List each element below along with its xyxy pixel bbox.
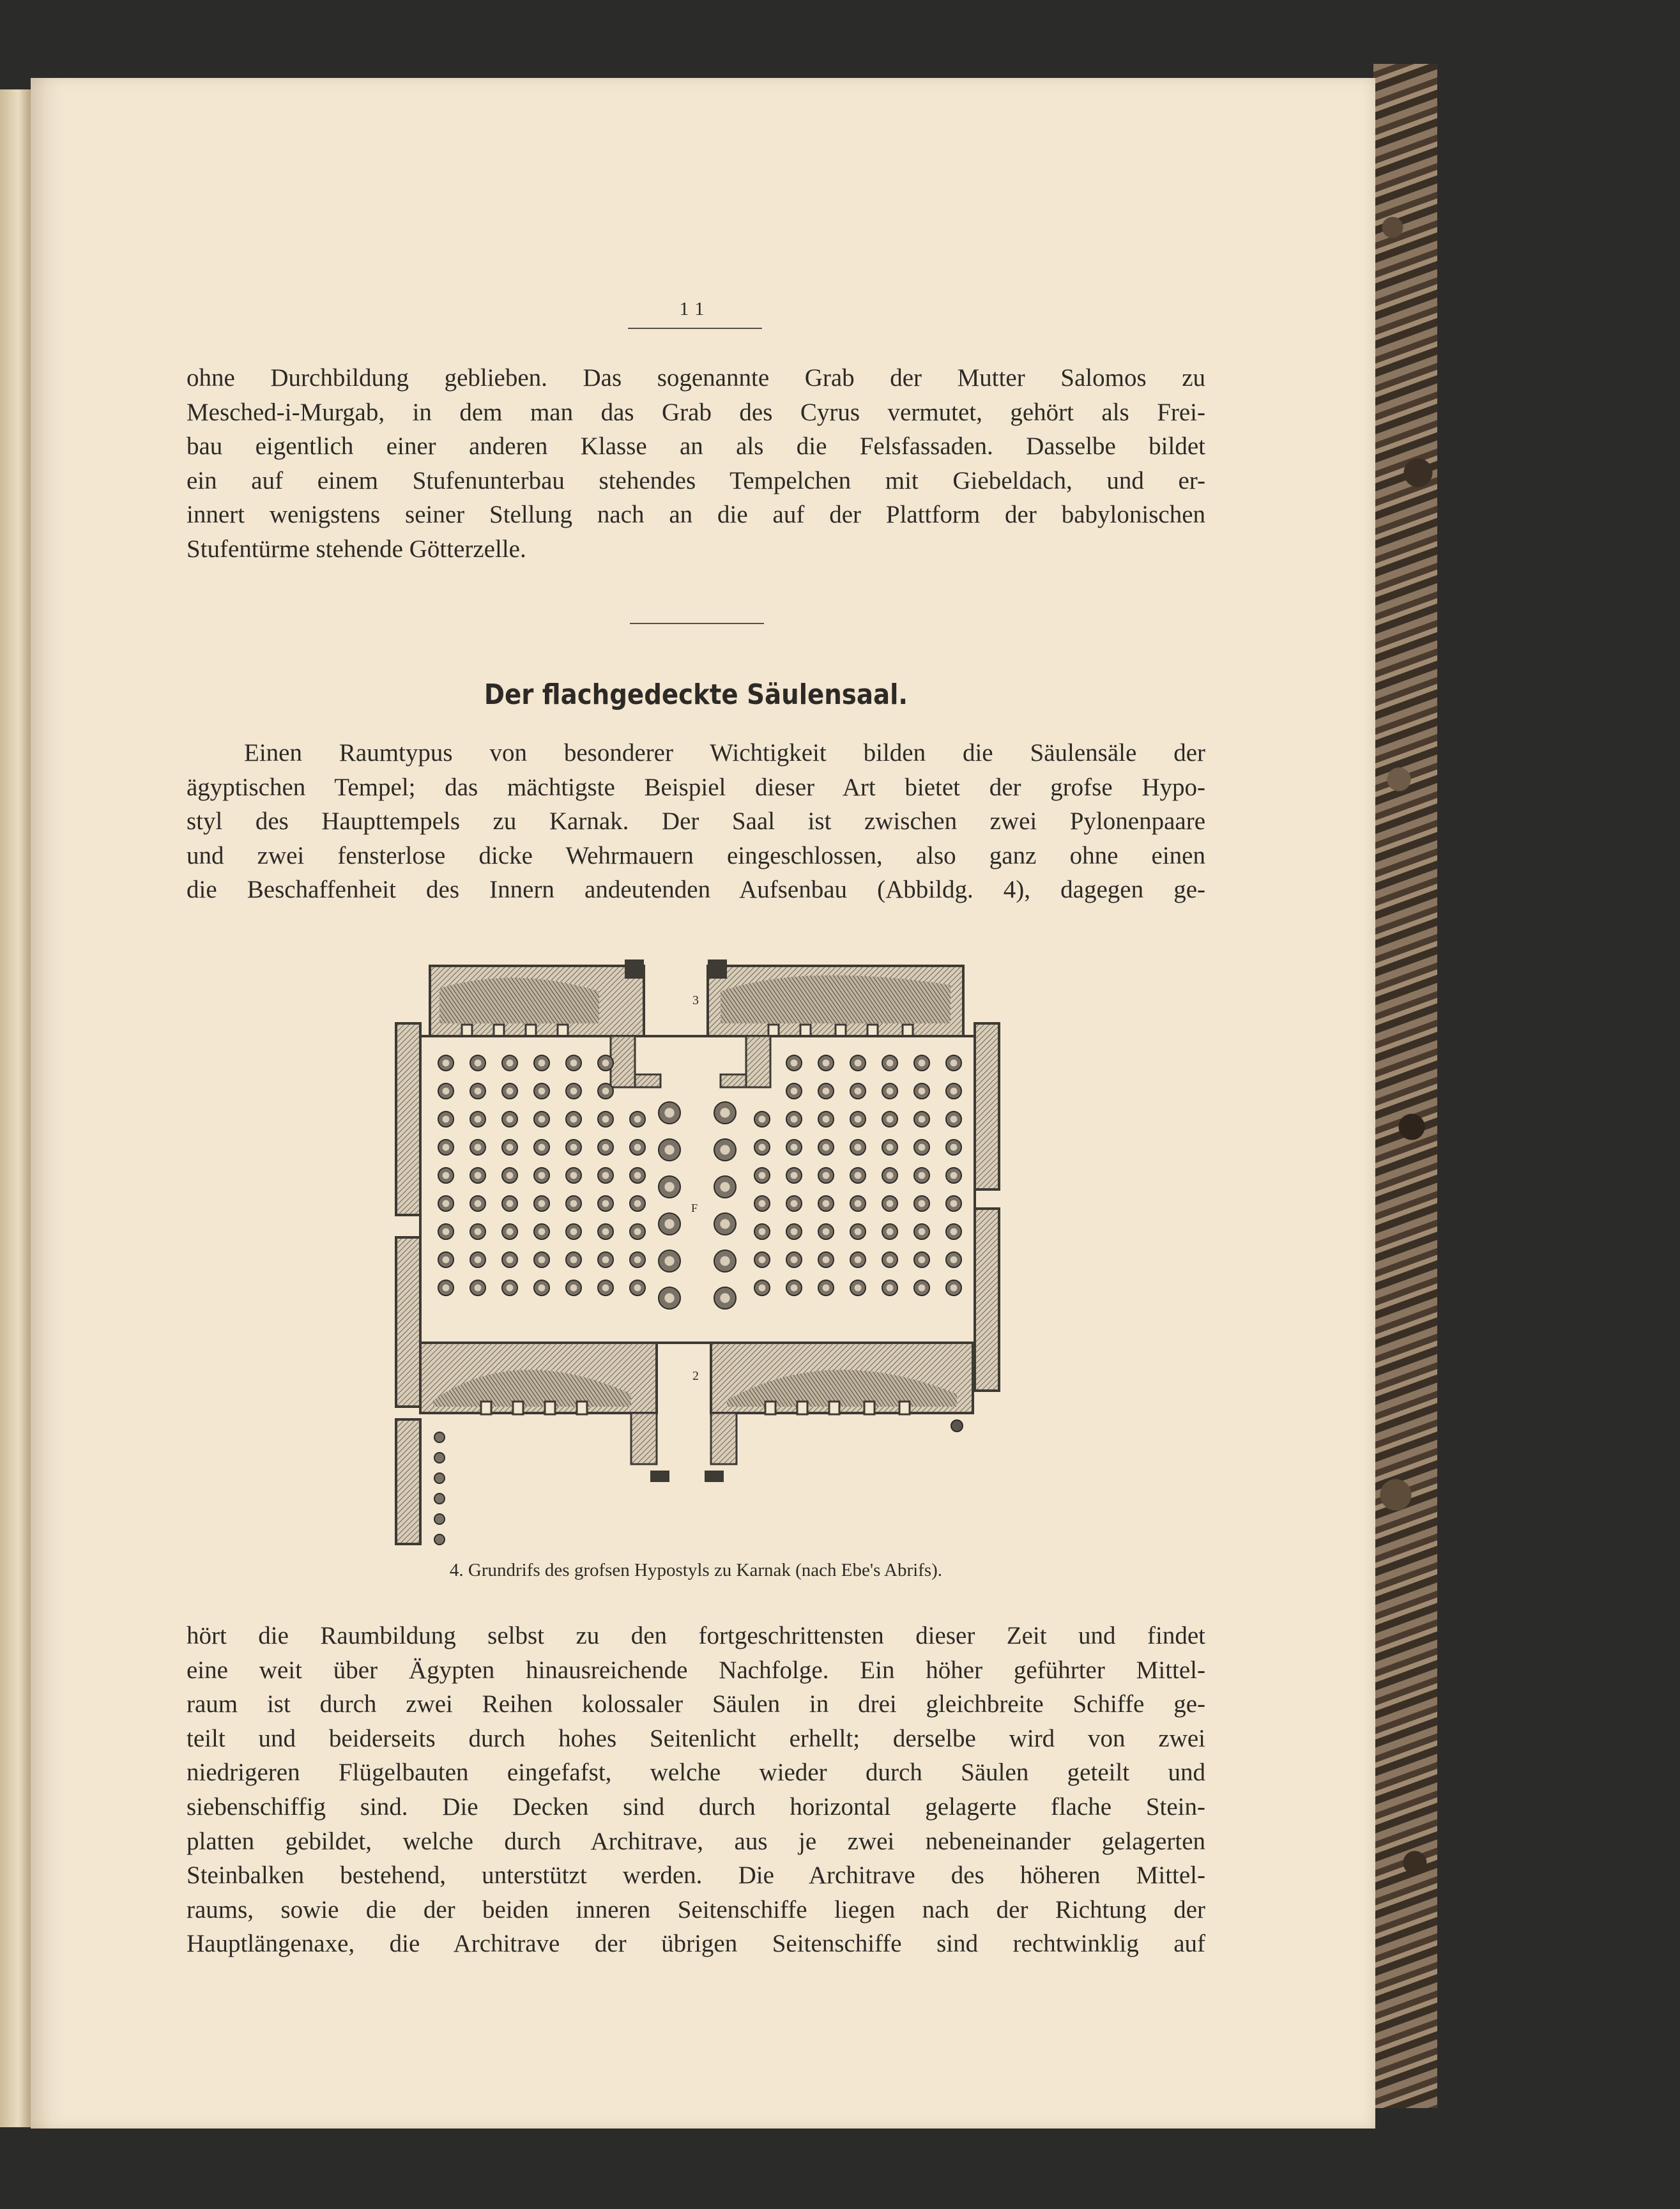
column-core xyxy=(507,1060,514,1067)
column-core xyxy=(823,1257,830,1264)
column-core xyxy=(443,1060,450,1067)
column-core xyxy=(634,1116,641,1123)
column-core xyxy=(855,1144,862,1151)
column-core xyxy=(823,1060,830,1067)
great-column-core xyxy=(720,1182,729,1191)
column-core xyxy=(951,1285,958,1292)
column-core xyxy=(951,1257,958,1264)
column-core xyxy=(507,1116,514,1123)
pylon-bottom-right xyxy=(705,1343,973,1482)
pylon-top-right xyxy=(708,959,963,1037)
column-core xyxy=(759,1116,766,1123)
text-line: eine weit über Ägypten hinausreichende Nachfolge. Ein höher geführter Mittel- xyxy=(187,1656,1205,1684)
column-core xyxy=(634,1228,641,1235)
column-core xyxy=(951,1088,958,1095)
floor-plan-figure xyxy=(388,953,1021,1547)
column-core xyxy=(759,1285,766,1292)
column-core xyxy=(951,1144,958,1151)
column-core xyxy=(602,1200,609,1207)
column-core xyxy=(570,1200,577,1207)
column-core xyxy=(475,1285,482,1292)
column-core xyxy=(538,1088,546,1095)
column-core xyxy=(443,1116,450,1123)
column-core xyxy=(443,1200,450,1207)
text-line: raum ist durch zwei Reihen kolossaler Säulen in drei gleichbreite Schiffe ge- xyxy=(187,1690,1205,1718)
column-core xyxy=(634,1285,641,1292)
column-core xyxy=(507,1088,514,1095)
column-core xyxy=(855,1228,862,1235)
column-core xyxy=(951,1060,958,1067)
column-core xyxy=(570,1144,577,1151)
label-F: F xyxy=(691,1202,698,1214)
column-core xyxy=(475,1257,482,1264)
column-core xyxy=(443,1088,450,1095)
column-core xyxy=(475,1116,482,1123)
great-column-core xyxy=(664,1182,674,1191)
column-core xyxy=(759,1200,766,1207)
column-core xyxy=(823,1200,830,1207)
column-core xyxy=(919,1285,926,1292)
column-core xyxy=(507,1200,514,1207)
text-line: Mesched-i-Murgab, in dem man das Grab des Cyrus vermutet, gehört als Frei- xyxy=(187,398,1205,426)
great-column-core xyxy=(664,1293,674,1303)
column-core xyxy=(919,1200,926,1207)
column-core xyxy=(855,1200,862,1207)
column-core xyxy=(443,1285,450,1292)
text-line: Steinbalken bestehend, unterstützt werden. Die Architrave des höheren Mittel- xyxy=(187,1861,1205,1890)
hall-outline xyxy=(420,1036,975,1343)
great-column-core xyxy=(720,1293,729,1303)
column-core xyxy=(634,1144,641,1151)
column-core xyxy=(443,1144,450,1151)
column-core xyxy=(538,1116,546,1123)
column-core xyxy=(919,1088,926,1095)
column-core xyxy=(919,1144,926,1151)
column-core xyxy=(475,1144,482,1151)
column-core xyxy=(538,1200,546,1207)
column-core xyxy=(634,1172,641,1179)
column-core xyxy=(759,1172,766,1179)
pylon-bottom-left xyxy=(420,1343,669,1482)
text-line: styl des Haupttempels zu Karnak. Der Saal ist zwischen zwei Pylonenpaare xyxy=(187,807,1205,836)
column-core xyxy=(823,1285,830,1292)
column-core xyxy=(602,1144,609,1151)
text-line: und zwei fensterlose dicke Wehrmauern eingeschlossen, also ganz ohne einen xyxy=(187,841,1205,869)
text-line: niedrigeren Flügelbauten eingefafst, welche wieder durch Säulen geteilt und xyxy=(187,1759,1205,1787)
column-core xyxy=(855,1285,862,1292)
text-line: Stufentürme stehende Götterzelle. xyxy=(187,535,526,563)
column-core xyxy=(475,1088,482,1095)
column-core xyxy=(475,1172,482,1179)
column-core xyxy=(507,1257,514,1264)
column-core xyxy=(759,1144,766,1151)
text-line: platten gebildet, welche durch Architrave, aus je zwei nebeneinander gelagerten xyxy=(187,1827,1205,1855)
text-line: siebenschiffig sind. Die Decken sind durch horizontal gelagerte flache Stein- xyxy=(187,1792,1205,1821)
column-core xyxy=(759,1228,766,1235)
column-core xyxy=(759,1257,766,1264)
section-separator xyxy=(630,623,764,624)
column-core xyxy=(602,1060,609,1067)
column-core xyxy=(602,1172,609,1179)
column-core xyxy=(823,1088,830,1095)
column-core xyxy=(538,1257,546,1264)
paragraph-1 xyxy=(187,361,1205,567)
great-column-core xyxy=(664,1219,674,1228)
column-core xyxy=(634,1257,641,1264)
page xyxy=(31,78,1375,2129)
column-core xyxy=(919,1257,926,1264)
lower-left-colonnade xyxy=(396,1419,445,1545)
column-core xyxy=(951,1172,958,1179)
previous-page-edge xyxy=(0,89,31,2127)
column-core xyxy=(951,1200,958,1207)
marbled-book-edge xyxy=(1373,64,1437,2108)
column-core xyxy=(475,1200,482,1207)
text-line: teilt und beiderseits durch hohes Seitenlicht erhellt; derselbe wird von zwei xyxy=(187,1724,1205,1752)
column-core xyxy=(570,1088,577,1095)
column-core xyxy=(951,1228,958,1235)
column-core xyxy=(570,1285,577,1292)
column-core xyxy=(475,1060,482,1067)
column-core xyxy=(823,1172,830,1179)
column-core xyxy=(823,1144,830,1151)
column-core xyxy=(791,1285,798,1292)
column-core xyxy=(887,1285,894,1292)
figure-caption: 4. Grundrifs des grofsen Hypostyls zu Karnak (nach Ebe's Abrifs). xyxy=(449,1560,943,1580)
great-column-core xyxy=(664,1108,674,1117)
column-core xyxy=(919,1060,926,1067)
column-core xyxy=(507,1228,514,1235)
great-column-core xyxy=(720,1145,729,1154)
column-core xyxy=(887,1088,894,1095)
great-column-core xyxy=(664,1145,674,1154)
column-core xyxy=(855,1116,862,1123)
column-core xyxy=(791,1200,798,1207)
column-core xyxy=(570,1257,577,1264)
text-line: innert wenigstens seiner Stellung nach an die auf der Plattform der babylonischen xyxy=(187,501,1205,529)
column-core xyxy=(443,1172,450,1179)
column-core xyxy=(823,1116,830,1123)
column-core xyxy=(538,1285,546,1292)
column-core xyxy=(538,1228,546,1235)
text-line: ohne Durchbildung geblieben. Das sogenannte Grab der Mutter Salomos zu xyxy=(187,364,1205,392)
column-core xyxy=(791,1172,798,1179)
great-column-core xyxy=(720,1256,729,1265)
label-3: 3 xyxy=(692,993,699,1007)
text-line: ägyptischen Tempel; das mächtigste Beispiel dieser Art bietet der grofse Hypo- xyxy=(187,773,1205,801)
column-core xyxy=(634,1200,641,1207)
column-core xyxy=(919,1116,926,1123)
paragraph-2-text xyxy=(187,736,1205,907)
column-core xyxy=(507,1172,514,1179)
paragraph-3 xyxy=(187,1619,1205,1961)
text-line: die Beschaffenheit des Innern andeutenden Aufsenbau (Abbildg. 4), dagegen ge- xyxy=(187,876,1205,904)
column-core xyxy=(855,1060,862,1067)
paragraph-1-text xyxy=(187,361,1205,567)
great-column-core xyxy=(720,1219,729,1228)
column-core xyxy=(887,1116,894,1123)
column-core xyxy=(602,1285,609,1292)
column-core xyxy=(570,1172,577,1179)
paragraph-3-text xyxy=(187,1619,1205,1961)
column-core xyxy=(919,1172,926,1179)
text-line: ein auf einem Stufenunterbau stehendes Tempelchen mit Giebeldach, und er- xyxy=(187,466,1205,494)
great-column-core xyxy=(720,1108,729,1117)
column-core xyxy=(887,1144,894,1151)
text-line: raums, sowie die der beiden inneren Seitenschiffe liegen nach der Richtung der xyxy=(187,1895,1205,1923)
column-core xyxy=(602,1228,609,1235)
column-core xyxy=(919,1228,926,1235)
column-core xyxy=(475,1228,482,1235)
column-core xyxy=(791,1144,798,1151)
column-core xyxy=(443,1257,450,1264)
column-core xyxy=(887,1060,894,1067)
column-core xyxy=(602,1116,609,1123)
label-2: 2 xyxy=(692,1369,699,1383)
text-line: Hauptlängenaxe, die Architrave der übrigen Seitenschiffe sind rechtwinklig auf xyxy=(187,1930,1205,1958)
great-column-core xyxy=(664,1256,674,1265)
column-core xyxy=(570,1060,577,1067)
column-core xyxy=(791,1116,798,1123)
section-heading: Der flachgedeckte Säulensaal. xyxy=(484,678,908,711)
text-line: hört die Raumbildung selbst zu den fortgeschrittensten dieser Zeit und findet xyxy=(187,1622,1205,1649)
column-core xyxy=(887,1257,894,1264)
pylon-top-left xyxy=(430,959,644,1037)
column-core xyxy=(538,1060,546,1067)
column-core xyxy=(791,1228,798,1235)
column-core xyxy=(538,1172,546,1179)
column-core xyxy=(855,1172,862,1179)
column-core xyxy=(887,1200,894,1207)
column-core xyxy=(602,1257,609,1264)
page-number: 11 xyxy=(628,298,762,329)
column-core xyxy=(791,1088,798,1095)
column-core xyxy=(823,1228,830,1235)
column-core xyxy=(855,1088,862,1095)
column-core xyxy=(791,1060,798,1067)
column-core xyxy=(855,1257,862,1264)
column-core xyxy=(791,1257,798,1264)
column-core xyxy=(507,1285,514,1292)
column-core xyxy=(507,1144,514,1151)
text-line: Einen Raumtypus von besonderer Wichtigkeit bilden die Säulensäle der xyxy=(244,739,1205,767)
text-line: bau eigentlich einer anderen Klasse an als die Felsfassaden. Dasselbe bildet xyxy=(187,432,1205,461)
column-core xyxy=(887,1228,894,1235)
column-core xyxy=(602,1088,609,1095)
column-core xyxy=(538,1144,546,1151)
column-core xyxy=(887,1172,894,1179)
paragraph-2 xyxy=(187,736,1205,907)
column-core xyxy=(443,1228,450,1235)
column-core xyxy=(951,1116,958,1123)
column-core xyxy=(570,1116,577,1123)
column-core xyxy=(570,1228,577,1235)
